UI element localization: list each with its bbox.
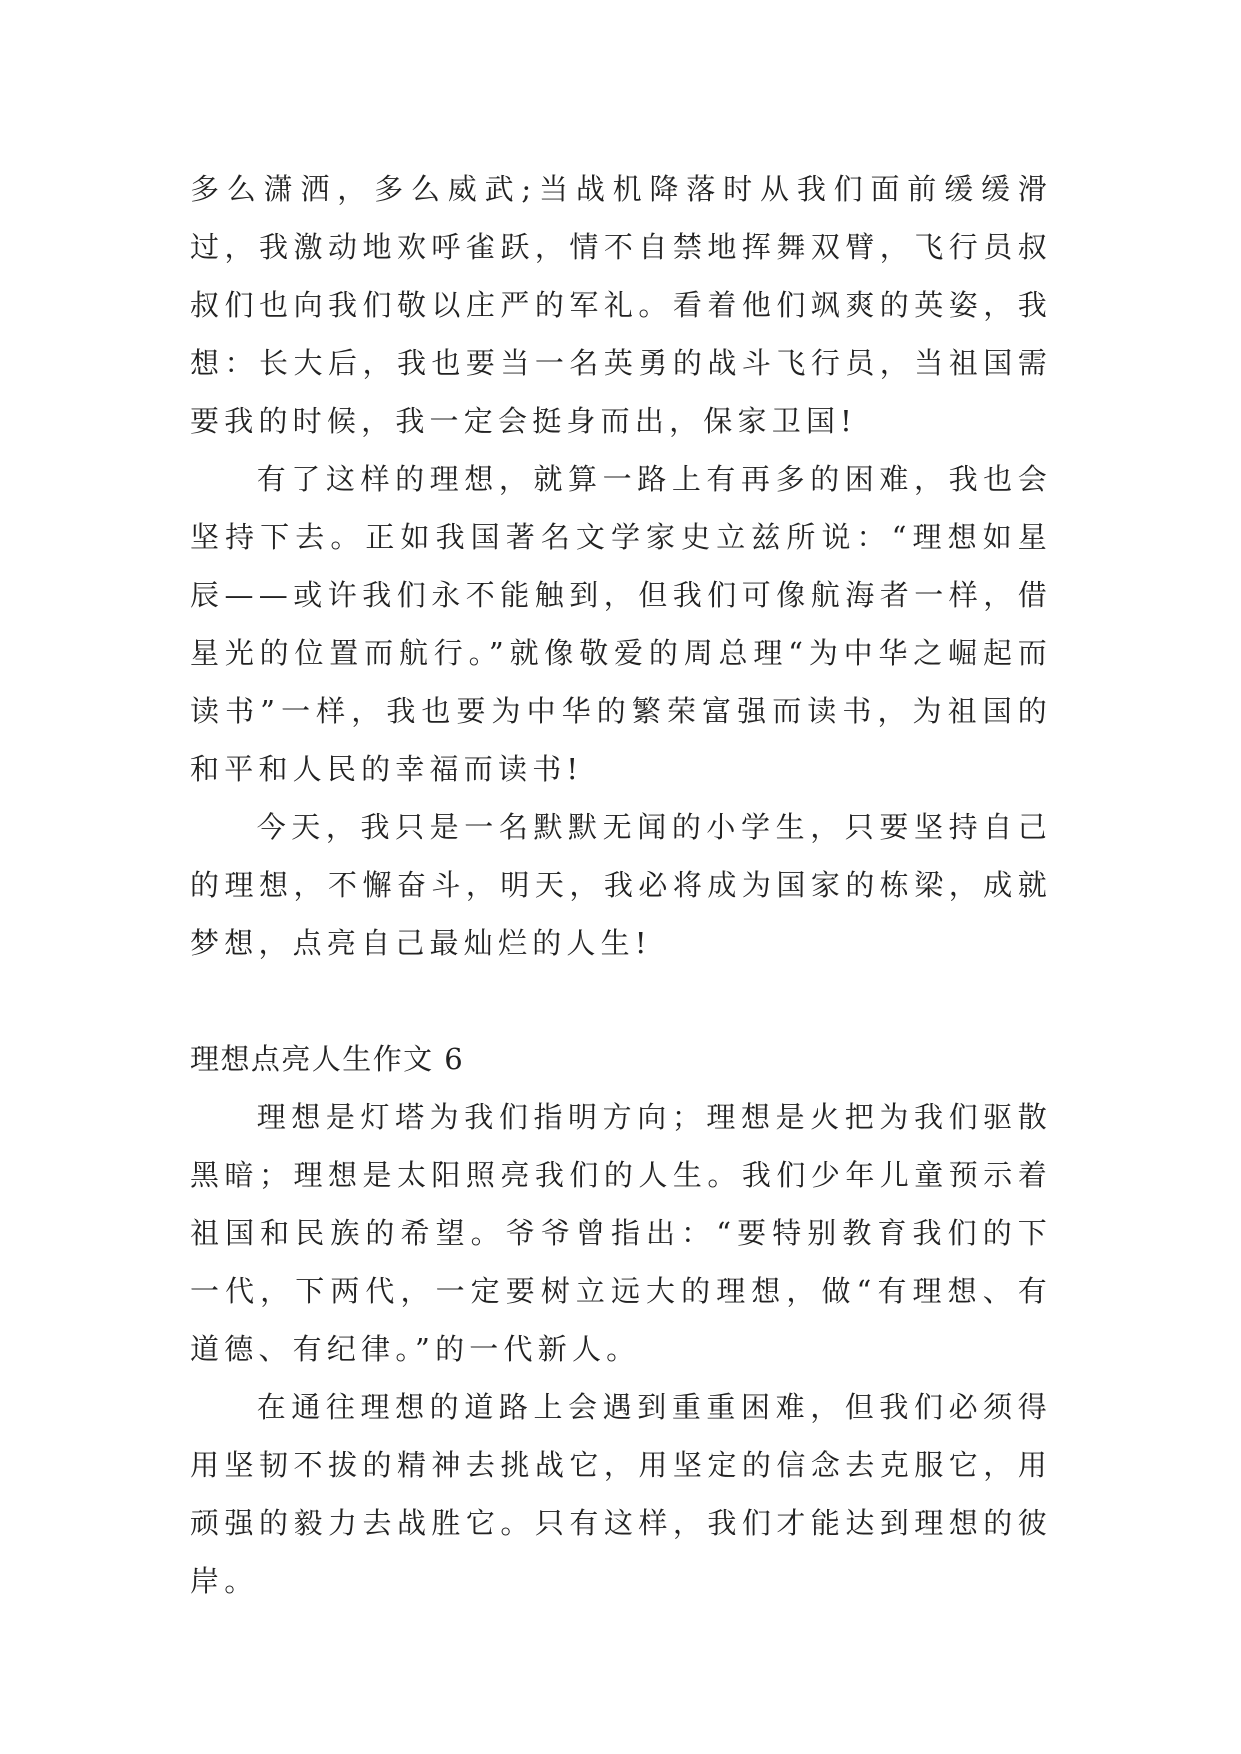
paragraph-2: 有了这样的理想，就算一路上有再多的困难，我也会坚持下去。正如我国著名文学家史立兹所说：“理想如星辰——或许我们永不能触到，但我们可像航海者一样，借星光的位置而航行。”就像敬爱的周总理“为中华之崛起而读书”一样，我也要为中华的繁荣富强而读书，为祖国的和平和人民的幸福而读书! [190,462,1052,786]
document-body [190,160,1052,1610]
paragraph-4: 理想是灯塔为我们指明方向；理想是火把为我们驱散黑暗；理想是太阳照亮我们的人生。我们少年儿童预示着祖国和民族的希望。爷爷曾指出：“要特别教育我们的下一代，下两代，一定要树立远大的理想，做“有理想、有道德、有纪律。”的一代新人。 [190,1100,1052,1366]
section-heading: 理想点亮人生作文 6 [190,1042,465,1076]
paragraph-1: 多么潇洒，多么威武;当战机降落时从我们面前缓缓滑过，我激动地欢呼雀跃，情不自禁地挥舞双臂，飞行员叔叔们也向我们敬以庄严的军礼。看着他们飒爽的英姿，我想：长大后，我也要当一名英勇的战斗飞行员，当祖国需要我的时候，我一定会挺身而出，保家卫国! [190,172,1052,438]
paragraph-5: 在通往理想的道路上会遇到重重困难，但我们必须得用坚韧不拔的精神去挑战它，用坚定的信念去克服它，用顽强的毅力去战胜它。只有这样，我们才能达到理想的彼岸。 [190,1390,1052,1598]
paragraph-3: 今天，我只是一名默默无闻的小学生，只要坚持自己的理想，不懈奋斗，明天，我必将成为国家的栋梁，成就梦想，点亮自己最灿烂的人生! [190,810,1052,960]
